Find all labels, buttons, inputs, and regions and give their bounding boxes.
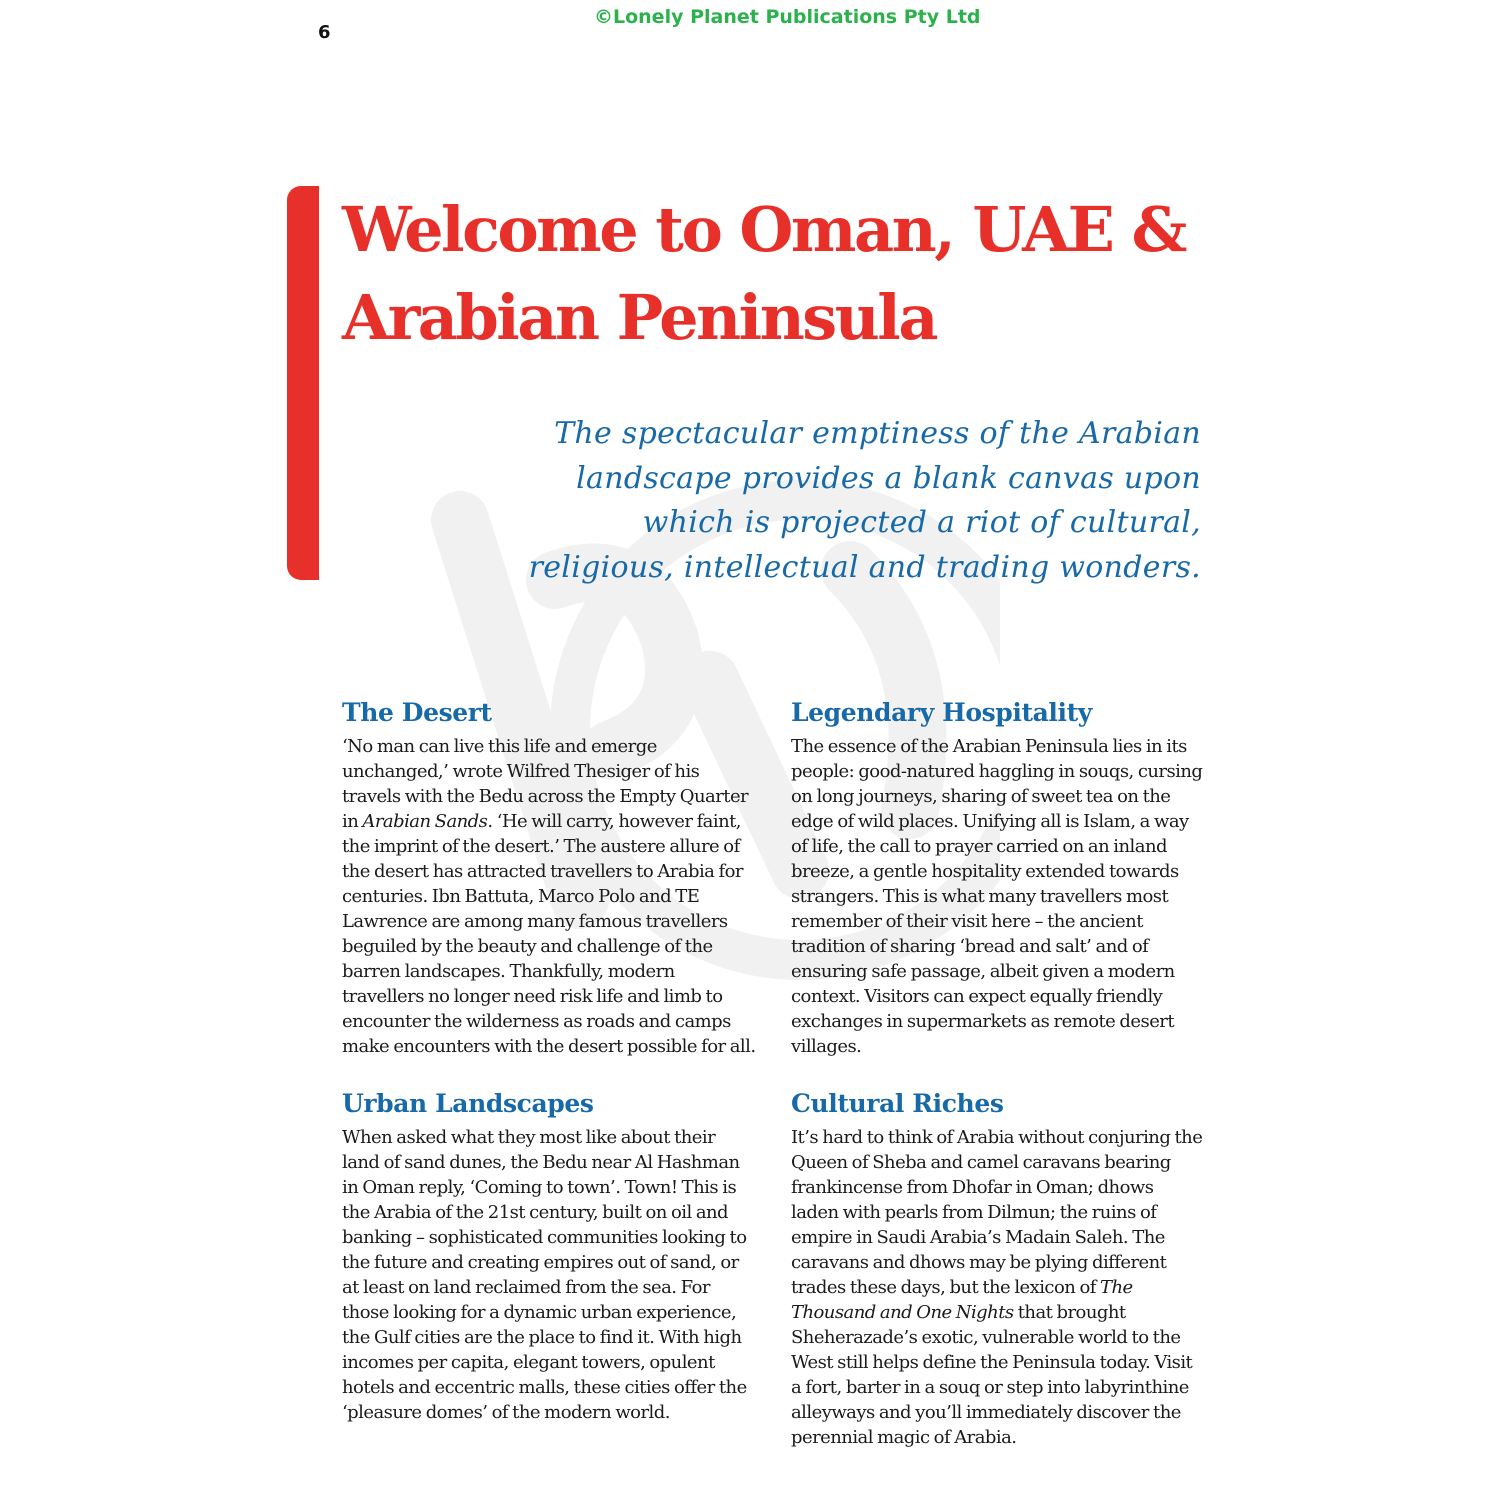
copyright-notice: ©Lonely Planet Publications Pty Ltd — [594, 6, 981, 28]
section-the-desert — [342, 698, 756, 1059]
section-legendary-hospitality — [791, 698, 1205, 1059]
cultural-text-part-2: that brought Sheherazade’s exotic, vulnerable world to the West still helps define the Peninsula today. Visit a fort, barter in a souq or step into labyrinthine alleyways and you’ll immediately discover the perennial magic of Arabia. — [791, 1302, 1193, 1448]
book-title-arabian-sands: Arabian Sands — [362, 811, 488, 832]
section-body-urban-landscapes: When asked what they most like about their land of sand dunes, the Bedu near Al Hashman in Oman reply, ‘Coming to town’. Town! This is the Arabia of the 21st century, built on oil and banking – sophisticated communities looking to the future and creating empires out of sand, or at least on land reclaimed from the sea. For those looking for a dynamic urban experience, the Gulf cities are the place to find it. With high incomes per capita, elegant towers, opulent hotels and eccentric malls, these cities offer the ‘pleasure domes’ of the modern world. — [342, 1127, 747, 1423]
page-title — [342, 186, 1242, 362]
section-heading-the-desert: The Desert — [342, 698, 492, 727]
left-column — [342, 698, 756, 1425]
cultural-text-part-1: It’s hard to think of Arabia without conjuring the Queen of Sheba and camel caravans bearing frankincense from Dhofar in Oman; dhows laden with pearls from Dilmun; the ruins of empire in Saudi Arabia’s Madain Saleh. The caravans and dhows may be plying different trades these days, but the lexicon of — [791, 1127, 1203, 1298]
page-title-line-2: Arabian Peninsula — [342, 281, 936, 354]
desert-text-part-2: . ‘He will carry, however faint, the imprint of the desert.’ The austere allure of the desert has attracted travellers to Arabia for centuries. Ibn Battuta, Marco Polo and TE Lawrence are among many famous travellers beguiled by the beauty and challenge of the barren landscapes. Thankfully, modern travellers no longer need risk life and limb to encounter the wilderness as roads and camps make encounters with the desert possible for all. — [342, 811, 756, 1057]
section-body-the-desert — [342, 734, 756, 1059]
right-column — [791, 698, 1205, 1450]
section-heading-legendary-hospitality: Legendary Hospitality — [791, 698, 1092, 727]
section-body-cultural-riches — [791, 1125, 1205, 1450]
intro-blurb: The spectacular emptiness of the Arabian landscape provides a blank canvas upon which is projected a riot of cultural, religious, intellectual and trading wonders. — [528, 416, 1201, 585]
section-heading-cultural-riches: Cultural Riches — [791, 1089, 1004, 1118]
page-number: 6 — [318, 22, 331, 43]
title-accent-bar — [287, 186, 319, 580]
section-cultural-riches — [791, 1089, 1205, 1450]
page-title-line-1: Welcome to Oman, UAE & — [342, 193, 1186, 266]
book-title-thousand-and-one-nights: The Thousand and One Nights — [791, 1277, 1133, 1323]
desert-text-part-1: ‘No man can live this life and emerge unchanged,’ wrote Wilfred Thesiger of his travels with the Bedu across the Empty Quarter in — [342, 736, 749, 832]
section-body-legendary-hospitality: The essence of the Arabian Peninsula lies in its people: good-natured haggling in souqs, cursing on long journeys, sharing of sweet tea on the edge of wild places. Unifying all is Islam, a way of life, the call to prayer carried on an inland breeze, a gentle hospitality extended towards strangers. This is what many travellers most remember of their visit here – the ancient tradition of sharing ‘bread and salt’ and of ensuring safe passage, albeit given a modern context. Visitors can expect equally friendly exchanges in supermarkets as remote desert villages. — [791, 736, 1203, 1057]
section-heading-urban-landscapes: Urban Landscapes — [342, 1089, 594, 1118]
section-urban-landscapes — [342, 1089, 756, 1425]
